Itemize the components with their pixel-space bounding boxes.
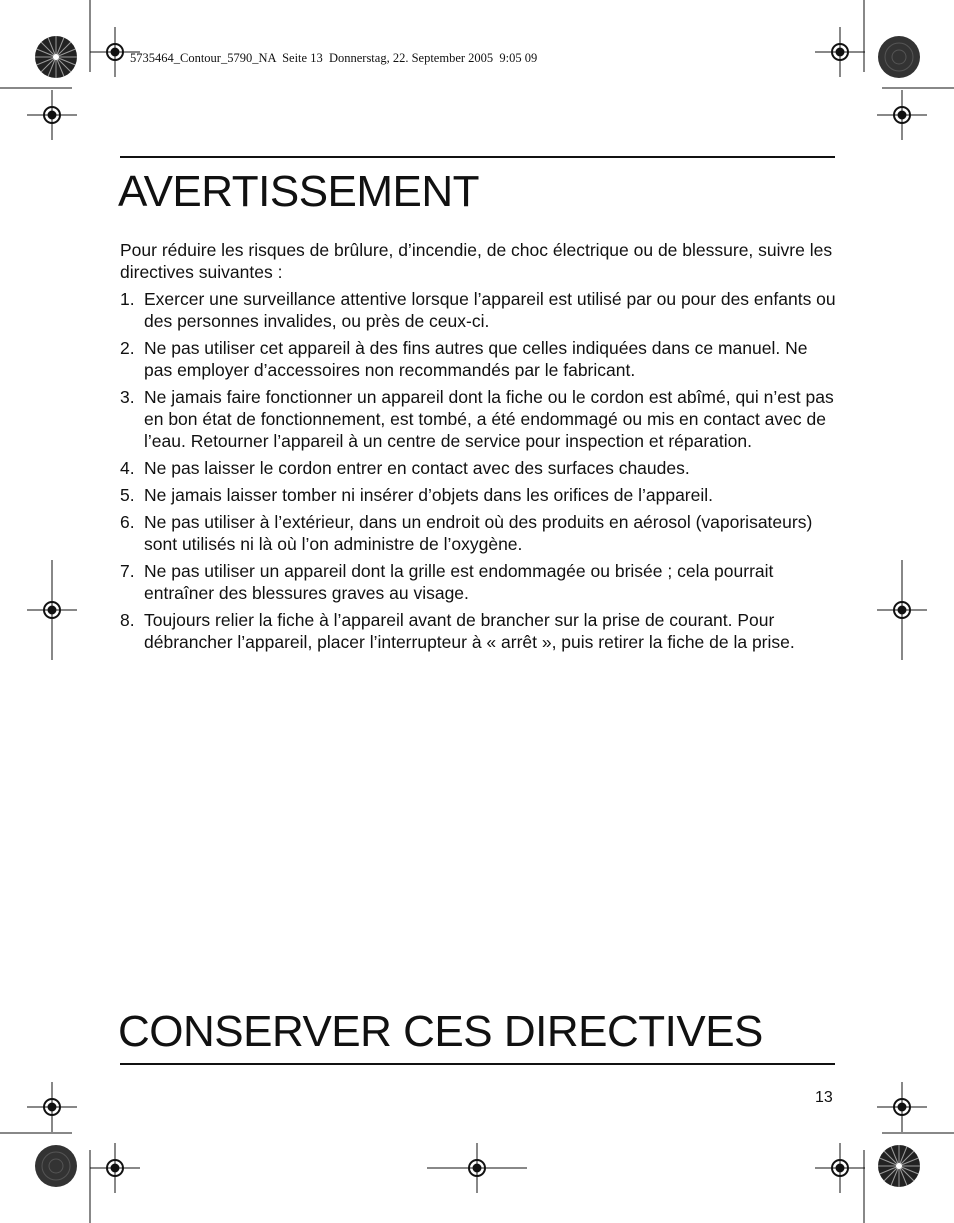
list-item [120, 484, 836, 506]
item-text: Exercer une surveillance attentive lorsque l’appareil est utilisé par ou pour des enfants ou des personnes invalides, ou près de ceux-ci. [144, 289, 836, 331]
list-item [120, 288, 836, 332]
item-number: 4. [120, 458, 135, 478]
registration-target-icon [27, 90, 77, 140]
warning-body [120, 239, 836, 658]
item-text: Ne pas utiliser cet appareil à des fins autres que celles indiquées dans ce manuel. Ne pas employer d’accessoires non recommandés par le fabricant. [144, 338, 808, 380]
top-rule [120, 156, 835, 158]
item-text: Ne pas utiliser un appareil dont la grille est endommagée ou brisée ; cela pourrait entraîner des blessures graves au visage. [144, 561, 774, 603]
registration-target-icon [815, 27, 865, 77]
page-number: 13 [815, 1089, 833, 1106]
item-number: 3. [120, 387, 135, 407]
item-text: Ne jamais faire fonctionner un appareil dont la fiche ou le cordon est abîmé, qui n’est pas en bon état de fonctionnement, est tombé, a été endommagé ou mis en contact avec de l’eau. Retourner l’appareil à un centre de service pour inspection et réparation. [144, 387, 834, 451]
item-number: 8. [120, 610, 135, 630]
item-text: Ne pas laisser le cordon entrer en contact avec des surfaces chaudes. [144, 458, 690, 478]
list-item [120, 457, 836, 479]
registration-target-icon [427, 1143, 527, 1193]
color-wheel-icon [33, 34, 79, 80]
list-item [120, 609, 836, 653]
color-wheel-icon [33, 1143, 79, 1189]
item-text: Ne pas utiliser à l’extérieur, dans un endroit où des produits en aérosol (vaporisateurs) sont utilisés ni là où l’on administre de l’oxygène. [144, 512, 813, 554]
bottom-rule [120, 1063, 835, 1065]
registration-target-icon [90, 1143, 140, 1193]
list-item [120, 386, 836, 452]
list-item [120, 511, 836, 555]
registration-target-icon [27, 560, 77, 660]
color-wheel-icon [876, 1143, 922, 1189]
item-number: 5. [120, 485, 135, 505]
item-number: 6. [120, 512, 135, 532]
page-title: AVERTISSEMENT [118, 167, 480, 216]
color-wheel-icon [876, 34, 922, 80]
item-text: Ne jamais laisser tomber ni insérer d’objets dans les orifices de l’appareil. [144, 485, 714, 505]
list-item [120, 560, 836, 604]
registration-target-icon [877, 560, 927, 660]
item-number: 2. [120, 338, 135, 358]
item-text: Toujours relier la fiche à l’appareil avant de brancher sur la prise de courant. Pour débrancher l’appareil, placer l’interrupteur à « arrêt », puis retirer la fiche de la prise. [144, 610, 795, 652]
item-number: 1. [120, 289, 135, 309]
directives-list [120, 288, 836, 653]
intro-text: Pour réduire les risques de brûlure, d’incendie, de choc électrique ou de blessure, suivre les directives suivantes : [120, 240, 833, 282]
footer-title: CONSERVER CES DIRECTIVES [118, 1007, 763, 1056]
registration-target-icon [877, 1082, 927, 1132]
registration-target-icon [27, 1082, 77, 1132]
registration-target-icon [815, 1143, 865, 1193]
list-item [120, 337, 836, 381]
registration-target-icon [877, 90, 927, 140]
item-number: 7. [120, 561, 135, 581]
print-slug: 5735464_Contour_5790_NA Seite 13 Donnerstag, 22. September 2005 9:05 09 [130, 51, 538, 65]
